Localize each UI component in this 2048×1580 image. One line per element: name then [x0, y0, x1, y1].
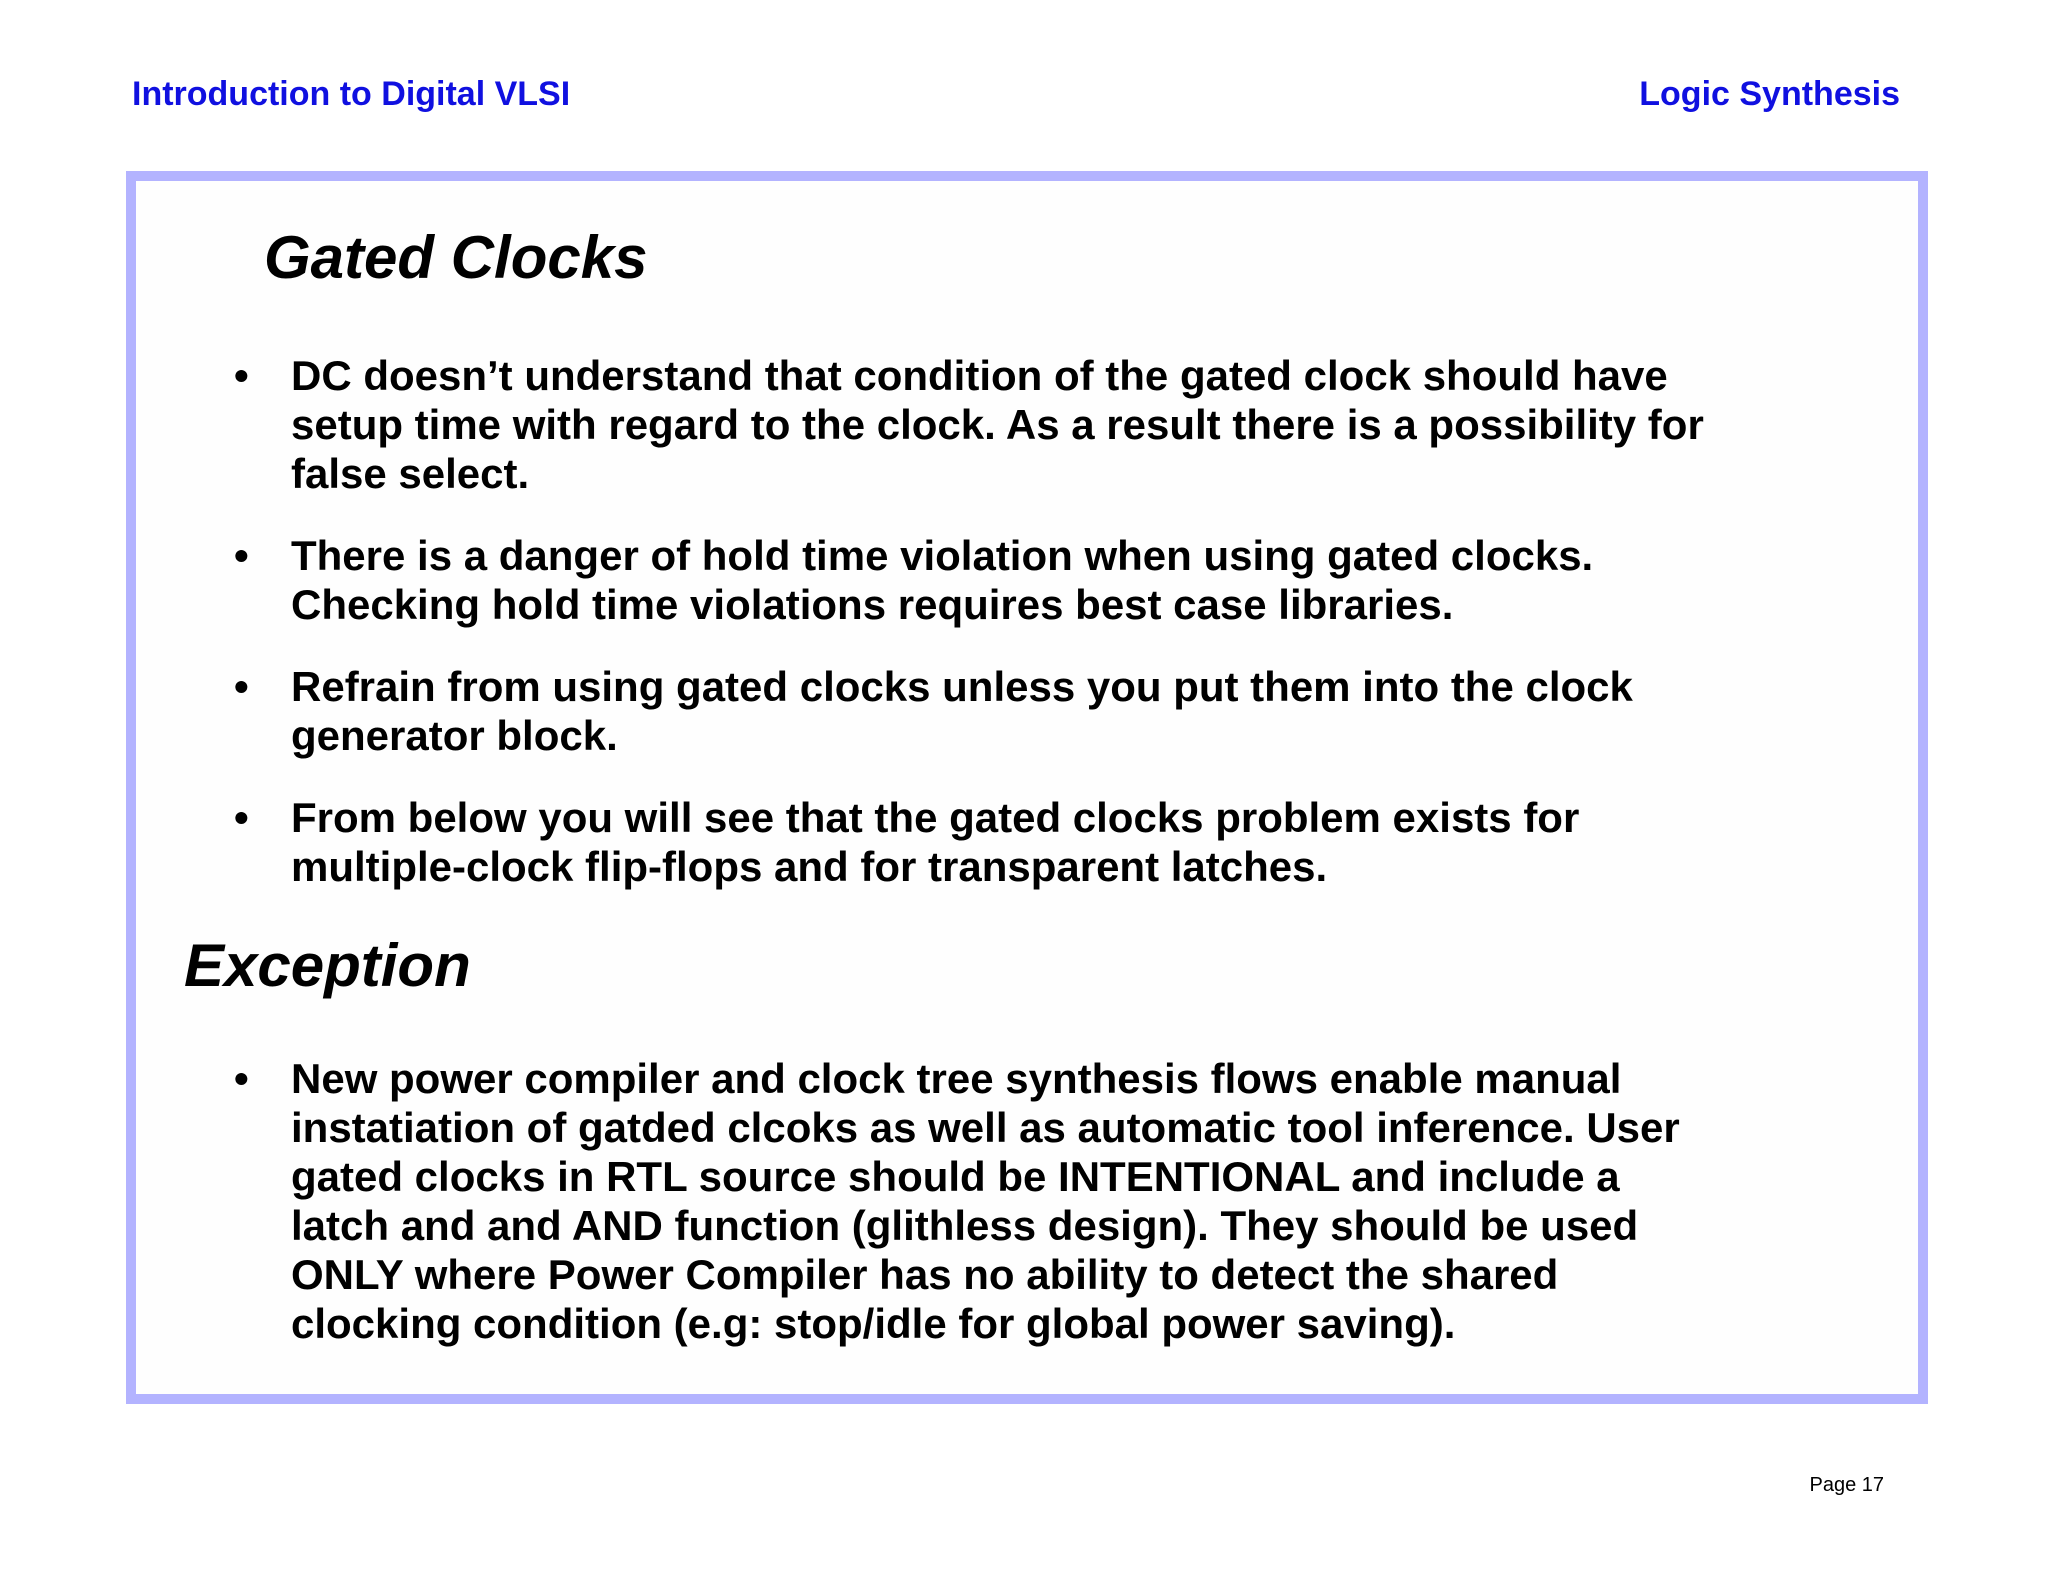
bullet-line: clocking condition (e.g: stop/idle for global power saving).: [291, 1300, 1456, 1347]
exception-bullet-list: [234, 1054, 1894, 1381]
bullet-line: There is a danger of hold time violation when using gated clocks.: [291, 532, 1594, 579]
page-number: Page 17: [1809, 1474, 1884, 1496]
section-heading-exception: Exception: [184, 932, 471, 999]
bullet-item: [234, 1054, 1894, 1348]
bullet-item: [234, 531, 1894, 629]
bullet-line: setup time with regard to the clock. As a result there is a possibility for: [291, 401, 1704, 448]
bullet-line: Refrain from using gated clocks unless you put them into the clock: [291, 663, 1633, 710]
bullet-dot: •: [234, 352, 249, 399]
bullet-dot: •: [234, 532, 249, 579]
bullet-item: [234, 662, 1894, 760]
bullet-line: latch and and AND function (glithless design). They should be used: [291, 1202, 1639, 1249]
bullet-line: Checking hold time violations requires best case libraries.: [291, 581, 1454, 628]
bullet-item: [234, 351, 1894, 498]
gated-clocks-bullet-list: [234, 351, 1894, 924]
bullet-dot: •: [234, 1055, 249, 1102]
course-title: Introduction to Digital VLSI: [132, 75, 571, 113]
bullet-line: generator block.: [291, 712, 618, 759]
bullet-item: [234, 793, 1894, 891]
bullet-line: gated clocks in RTL source should be INTENTIONAL and include a: [291, 1153, 1620, 1200]
section-heading-gated-clocks: Gated Clocks: [264, 224, 648, 291]
bullet-dot: •: [234, 794, 249, 841]
bullet-line: From below you will see that the gated clocks problem exists for: [291, 794, 1580, 841]
bullet-line: ONLY where Power Compiler has no ability to detect the shared: [291, 1251, 1559, 1298]
bullet-line: instatiation of gatded clcoks as well as automatic tool inference. User: [291, 1104, 1680, 1151]
slide-frame: [126, 171, 1928, 1404]
chapter-title: Logic Synthesis: [1639, 75, 1900, 113]
bullet-dot: •: [234, 663, 249, 710]
bullet-line: multiple-clock flip-flops and for transparent latches.: [291, 843, 1328, 890]
bullet-line: New power compiler and clock tree synthesis flows enable manual: [291, 1055, 1622, 1102]
bullet-line: false select.: [291, 450, 530, 497]
bullet-line: DC doesn’t understand that condition of the gated clock should have: [291, 352, 1668, 399]
